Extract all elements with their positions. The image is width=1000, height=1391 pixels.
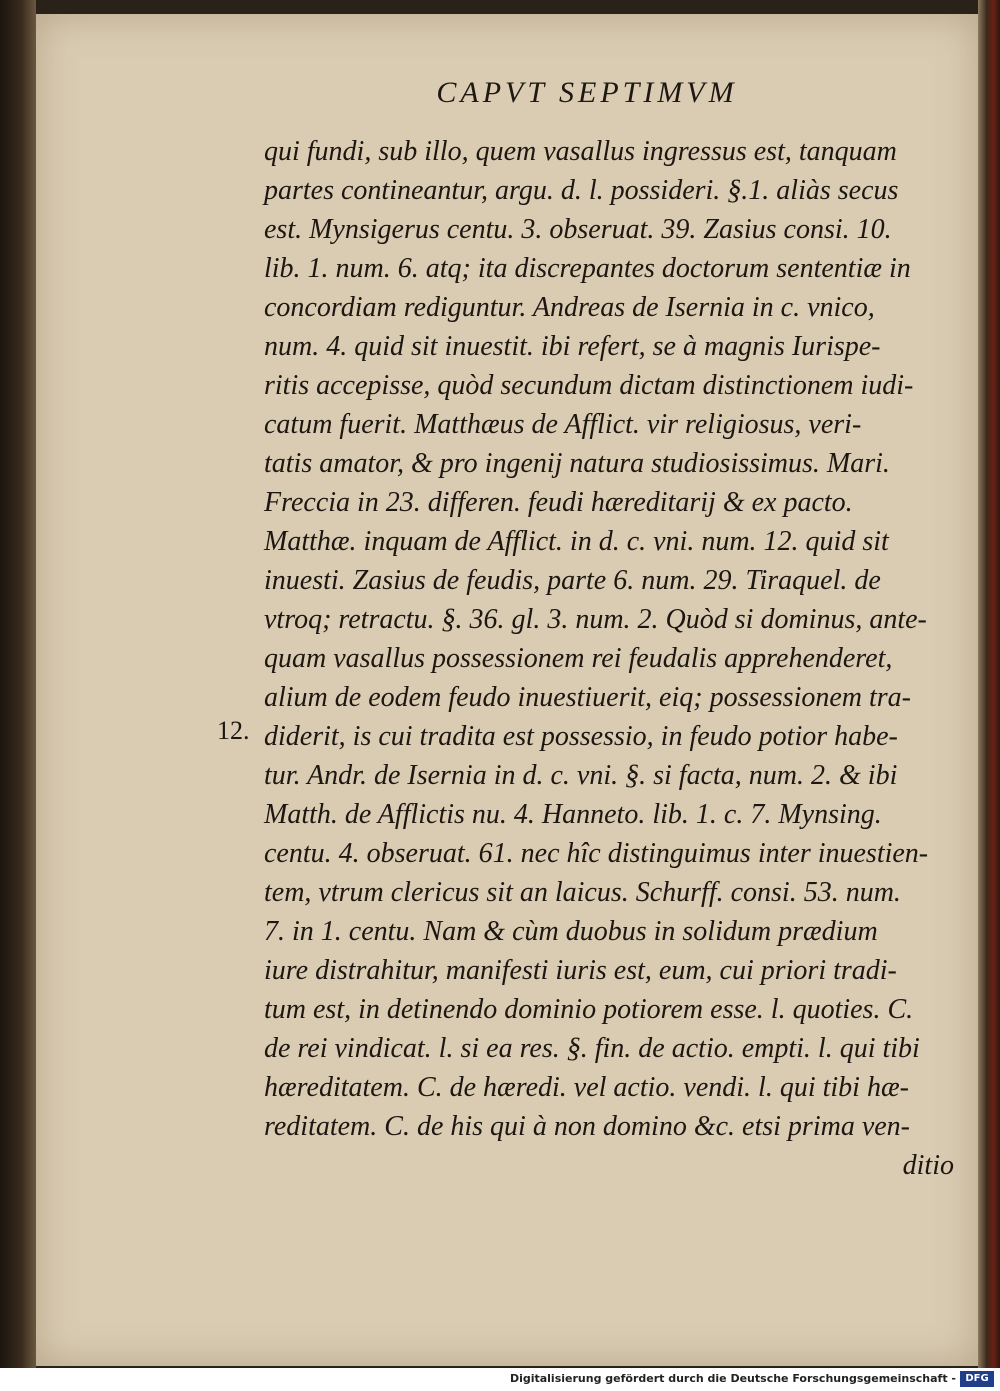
text-line: ditio (902, 1150, 954, 1181)
text-line: diderit, is cui tradita est possessio, in feudo potior habe- (264, 721, 898, 752)
marginal-number: 12. (217, 716, 250, 745)
book-page-edge (978, 0, 1000, 1368)
text-line: reditatem. C. de his qui à non domino &c. etsi prima ven- (264, 1111, 910, 1142)
text-line: Matth. de Afflictis nu. 4. Hanneto. lib. 1. c. 7. Mynsing. (264, 799, 882, 830)
text-line: alium de eodem feudo inuestiuerit, eiq; possessionem tra- (264, 682, 912, 713)
running-head: CAPVT SEPTIMVM (436, 76, 738, 109)
text-line: lib. 1. num. 6. atq; ita discrepantes doctorum sententiæ in (264, 253, 911, 284)
text-line: qui fundi, sub illo, quem vasallus ingressus est, tanquam (264, 136, 897, 167)
text-line: vtroq; retractu. §. 36. gl. 3. num. 2. Quòd si dominus, ante- (264, 604, 927, 635)
text-block (264, 132, 964, 1185)
text-line: Matthæ. inquam de Afflict. in d. c. vni. num. 12. quid sit (264, 526, 889, 557)
text-line: tatis amator, & pro ingenij natura studiosissimus. Mari. (264, 448, 890, 479)
book-binding-edge (0, 0, 36, 1368)
text-line: tum est, in detinendo dominio potiorem esse. l. quoties. C. (264, 994, 914, 1025)
text-line: hæreditatem. C. de hæredi. vel actio. vendi. l. qui tibi hæ- (264, 1072, 909, 1103)
text-line: quam vasallus possessionem rei feudalis apprehenderet, (264, 643, 893, 674)
footer-credit: Digitalisierung gefördert durch die Deutsche Forschungsgemeinschaft - (509, 1372, 956, 1385)
text-line: inuesti. Zasius de feudis, parte 6. num. 29. Tiraquel. de (264, 565, 881, 596)
text-line: partes contineantur, argu. d. l. possideri. §.1. aliàs secus (264, 175, 899, 206)
dfg-logo: DFG (960, 1371, 994, 1387)
text-line: iure distrahitur, manifesti iuris est, eum, cui priori tradi- (264, 955, 897, 986)
text-line: catum fuerit. Matthæus de Afflict. vir religiosus, veri- (264, 409, 862, 440)
text-line: num. 4. quid sit inuestit. ibi refert, se à magnis Iurispe- (264, 331, 881, 362)
text-line: de rei vindicat. l. si ea res. §. fin. de actio. empti. l. qui tibi (264, 1033, 920, 1064)
footer-bar (0, 1368, 1000, 1391)
text-line: ritis accepisse, quòd secundum dictam distinctionem iudi- (264, 370, 914, 401)
text-line: tem, vtrum clericus sit an laicus. Schurff. consi. 53. num. (264, 877, 901, 908)
text-line: 7. in 1. centu. Nam & cùm duobus in solidum prædium (264, 916, 878, 947)
text-line: tur. Andr. de Isernia in d. c. vni. §. si facta, num. 2. & ibi (264, 760, 898, 791)
text-line: Freccia in 23. differen. feudi hæreditarij & ex pacto. (264, 487, 853, 518)
book-page (36, 14, 978, 1366)
text-line: est. Mynsigerus centu. 3. obseruat. 39. Zasius consi. 10. (264, 214, 892, 245)
text-line: centu. 4. obseruat. 61. nec hîc distinguimus inter inuestien- (264, 838, 929, 869)
text-line: concordiam rediguntur. Andreas de Isernia in c. vnico, (264, 292, 875, 323)
